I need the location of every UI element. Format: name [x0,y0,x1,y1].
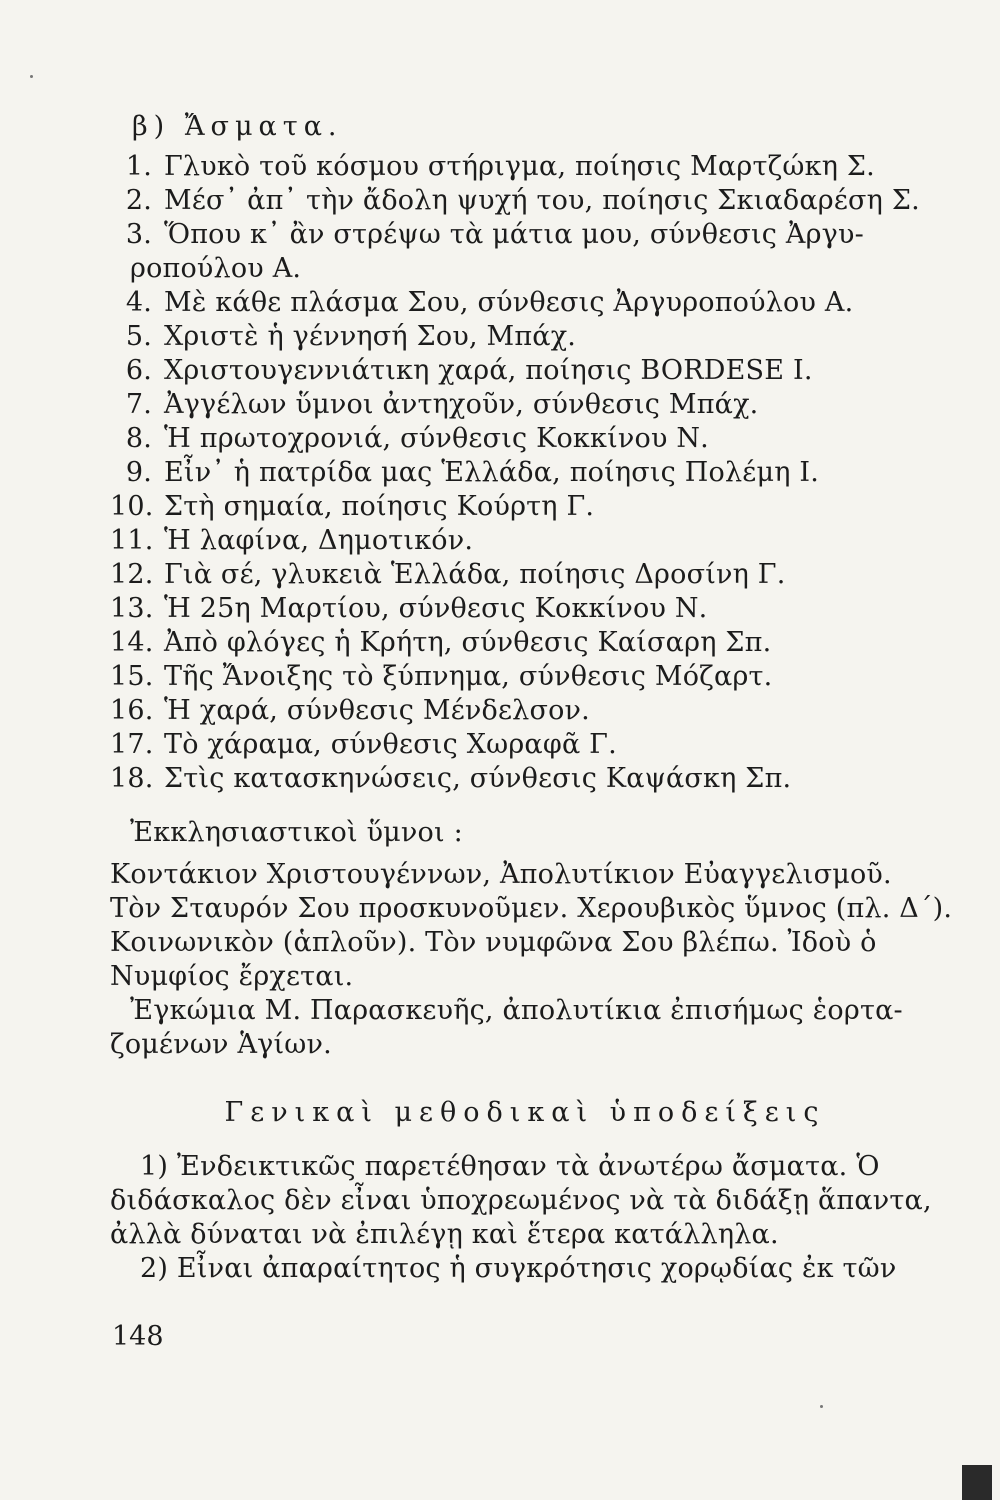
scan-speck [820,1405,823,1408]
song-number: 14. [110,627,154,658]
song-item [110,490,940,524]
church-hymns-line: Τὸν Σταυρόν Σου προσκυνοῦμεν. Χερουβικὸς ὕμνος (πλ. Δ΄). [110,893,953,924]
song-number: 4. [125,287,152,318]
song-item [110,184,940,218]
song-item [110,218,940,252]
song-text: Χριστὲ ἡ γέννησή Σου, Μπάχ. [164,321,577,352]
song-item [110,422,940,456]
page-number: 148 [112,1321,164,1352]
song-item [110,354,940,388]
song-number: 2. [125,185,152,216]
church-hymns-line: Νυμφίος ἔρχεται. [110,961,354,992]
song-item [110,694,940,728]
song-number: 1. [125,151,152,182]
song-text: Ἡ λαφίνα, Δημοτικόν. [164,525,474,556]
guideline-line: 2) Εἶναι ἀπαραίτητος ἡ συγκρότησις χορῳδίας ἐκ τῶν [140,1253,897,1284]
song-number: 11. [110,525,154,556]
song-number: 18. [110,763,154,794]
song-text: ροπούλου Α. [130,253,302,284]
song-number: 16. [110,695,154,726]
guideline-line: ἀλλὰ δύναται νὰ ἐπιλέγῃ καὶ ἕτερα κατάλληλα. [110,1219,779,1250]
song-item [110,626,940,660]
song-item [110,456,940,490]
song-text: Ὅπου κ᾿ ἂν στρέψω τὰ μάτια μου, σύνθεσις Ἀργυ- [164,219,864,250]
church-hymns-line: Κοινωνικὸν (ἁπλοῦν). Τὸν νυμφῶνα Σου βλέπω. Ἰδοὺ ὁ [110,927,877,958]
song-item [110,320,940,354]
song-number: 10. [110,491,154,522]
scan-speck [30,75,33,78]
song-number: 9. [125,457,152,488]
song-item-continuation [130,252,960,286]
song-item [110,592,940,626]
church-hymns-label: Ἐκκλησιαστικοὶ ὕμνοι : [130,817,463,848]
guideline-line: 1) Ἐνδεικτικῶς παρετέθησαν τὰ ἀνωτέρω ἄσματα. Ὁ [140,1151,880,1182]
song-item [110,524,940,558]
song-text: Τὸ χάραμα, σύνθεσις Χωραφᾶ Γ. [164,729,617,760]
songs-heading: β) Ἄσματα. [132,111,343,142]
song-text: Ἡ πρωτοχρονιά, σύνθεσις Κοκκίνου Ν. [164,423,709,454]
song-text: Γλυκὸ τοῦ κόσμου στήριγμα, ποίησις Μαρτζώκη Σ. [164,151,875,182]
song-text: Ἀγγέλων ὕμνοι ἀντηχοῦν, σύνθεσις Μπάχ. [164,389,759,420]
song-item [110,660,940,694]
song-text: Ἡ χαρά, σύνθεσις Μένδελσον. [164,695,590,726]
song-number: 17. [110,729,154,760]
song-number: 6. [125,355,152,386]
song-item [110,286,940,320]
guideline-line: διδάσκαλος δὲν εἶναι ὑποχρεωμένος νὰ τὰ διδάξῃ ἅπαντα, [110,1185,932,1216]
song-item [110,150,940,184]
scan-edge-mark [962,1465,992,1500]
song-number: 5. [125,321,152,352]
song-text: Τῆς Ἄνοιξης τὸ ξύπνημα, σύνθεσις Μόζαρτ. [164,661,773,692]
section-title: Γενικαὶ μεθοδικαὶ ὑποδείξεις [224,1097,826,1128]
song-number: 7. [125,389,152,420]
song-text: Στὴ σημαία, ποίησις Κούρτη Γ. [164,491,595,522]
song-number: 8. [125,423,152,454]
church-hymns-line: Ἐγκώμια Μ. Παρασκευῆς, ἀπολυτίκια ἐπισήμως ἑορτα- [130,995,903,1026]
song-number: 12. [110,559,154,590]
church-hymns-line: Κοντάκιον Χριστουγέννων, Ἀπολυτίκιον Εὐαγγελισμοῦ. [110,859,892,890]
song-item [110,558,940,592]
song-number: 13. [110,593,154,624]
song-item [110,388,940,422]
song-text: Στὶς κατασκηνώσεις, σύνθεσις Καψάσκη Σπ. [164,763,792,794]
song-text: Ἡ 25η Μαρτίου, σύνθεσις Κοκκίνου Ν. [164,593,708,624]
song-number: 3. [125,219,152,250]
song-text: Ἀπὸ φλόγες ἡ Κρήτη, σύνθεσις Καίσαρη Σπ. [164,627,772,658]
church-hymns-line: ζομένων Ἁγίων. [110,1029,332,1060]
song-text: Γιὰ σέ, γλυκειὰ Ἑλλάδα, ποίησις Δροσίνη Γ. [164,559,786,590]
song-text: Χριστουγεννιάτικη χαρά, ποίησις BORDESE I. [164,355,813,386]
song-item [110,762,940,796]
song-text: Εἶν᾿ ἡ πατρίδα μας Ἑλλάδα, ποίησις Πολέμη Ι. [164,457,820,488]
song-item [110,728,940,762]
song-text: Μέσ᾿ ἀπ᾿ τὴν ἄδολη ψυχή του, ποίησις Σκιαδαρέση Σ. [164,185,920,216]
song-number: 15. [110,661,154,692]
song-text: Μὲ κάθε πλάσμα Σου, σύνθεσις Ἀργυροπούλου Α. [164,287,854,318]
